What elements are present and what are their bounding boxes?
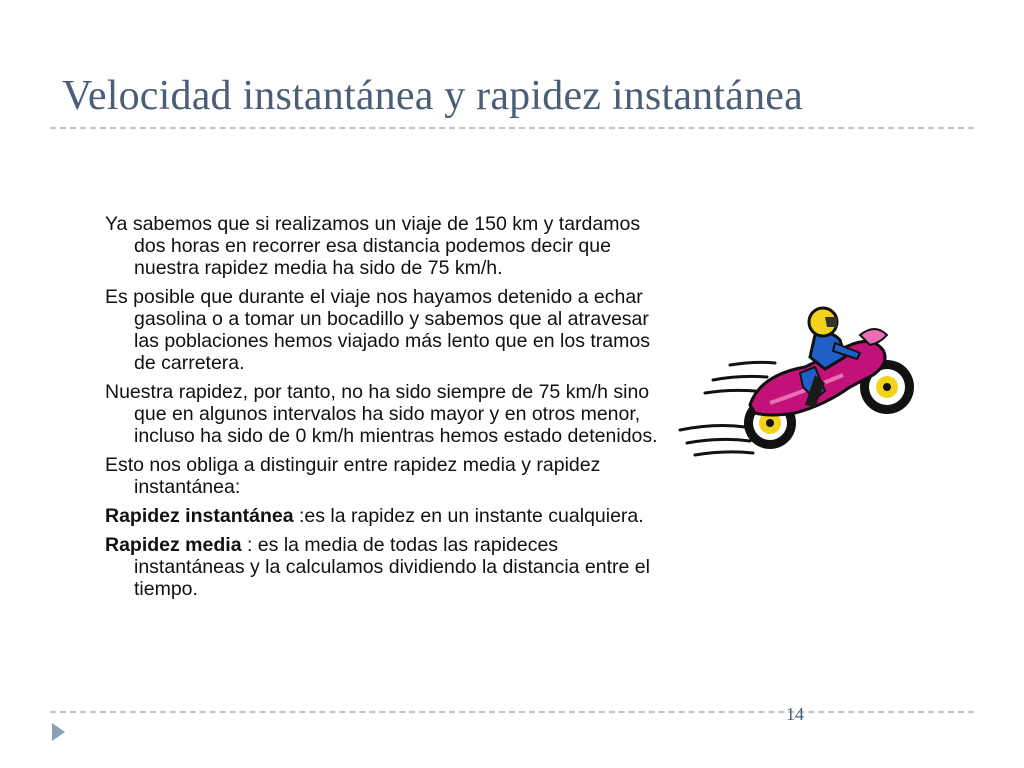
term-instantaneous-speed: Rapidez instantánea: [105, 505, 294, 527]
paragraph-4-text: Esto nos obliga a distinguir entre rapidez media y rapidez instantánea:: [105, 454, 601, 498]
page-number: 14: [786, 704, 804, 724]
body-text-list: [105, 213, 665, 607]
paragraph-2-text: Es posible que durante el viaje nos hayamos detenido a echar gasolina o a tomar un bocadillo y sabemos que al atravesar las poblaciones hemos viajado más lento que en los tramos de carretera.: [105, 286, 650, 374]
definition-average: [105, 534, 665, 600]
motorcycle-rider-icon: [675, 295, 925, 465]
paragraph-2: [105, 286, 665, 374]
slide-title: Velocidad instantánea y rapidez instantánea: [62, 73, 803, 119]
term-average-speed: Rapidez media: [105, 534, 242, 556]
footer-divider: [50, 711, 974, 713]
definition-average-text: : es la media de todas las rapideces instantáneas y la calculamos dividiendo la distancia entre el tiempo.: [134, 534, 650, 600]
paragraph-1-text: Ya sabemos que si realizamos un viaje de 150 km y tardamos dos horas en recorrer esa distancia podemos decir que nuestra rapidez media ha sido de 75 km/h.: [105, 213, 641, 279]
paragraph-1: [105, 213, 665, 279]
nav-arrow-icon: [52, 723, 65, 741]
definition-instantaneous-text: :es la rapidez en un instante cualquiera.: [293, 505, 644, 527]
definition-instantaneous: [105, 505, 665, 527]
title-divider: [50, 127, 974, 129]
paragraph-3-text: Nuestra rapidez, por tanto, no ha sido siempre de 75 km/h sino que en algunos intervalos ha sido mayor y en otros menor, incluso ha sido de 0 km/h mientras hemos estado detenidos.: [105, 381, 658, 447]
paragraph-3: [105, 381, 665, 447]
paragraph-4: [105, 454, 665, 498]
